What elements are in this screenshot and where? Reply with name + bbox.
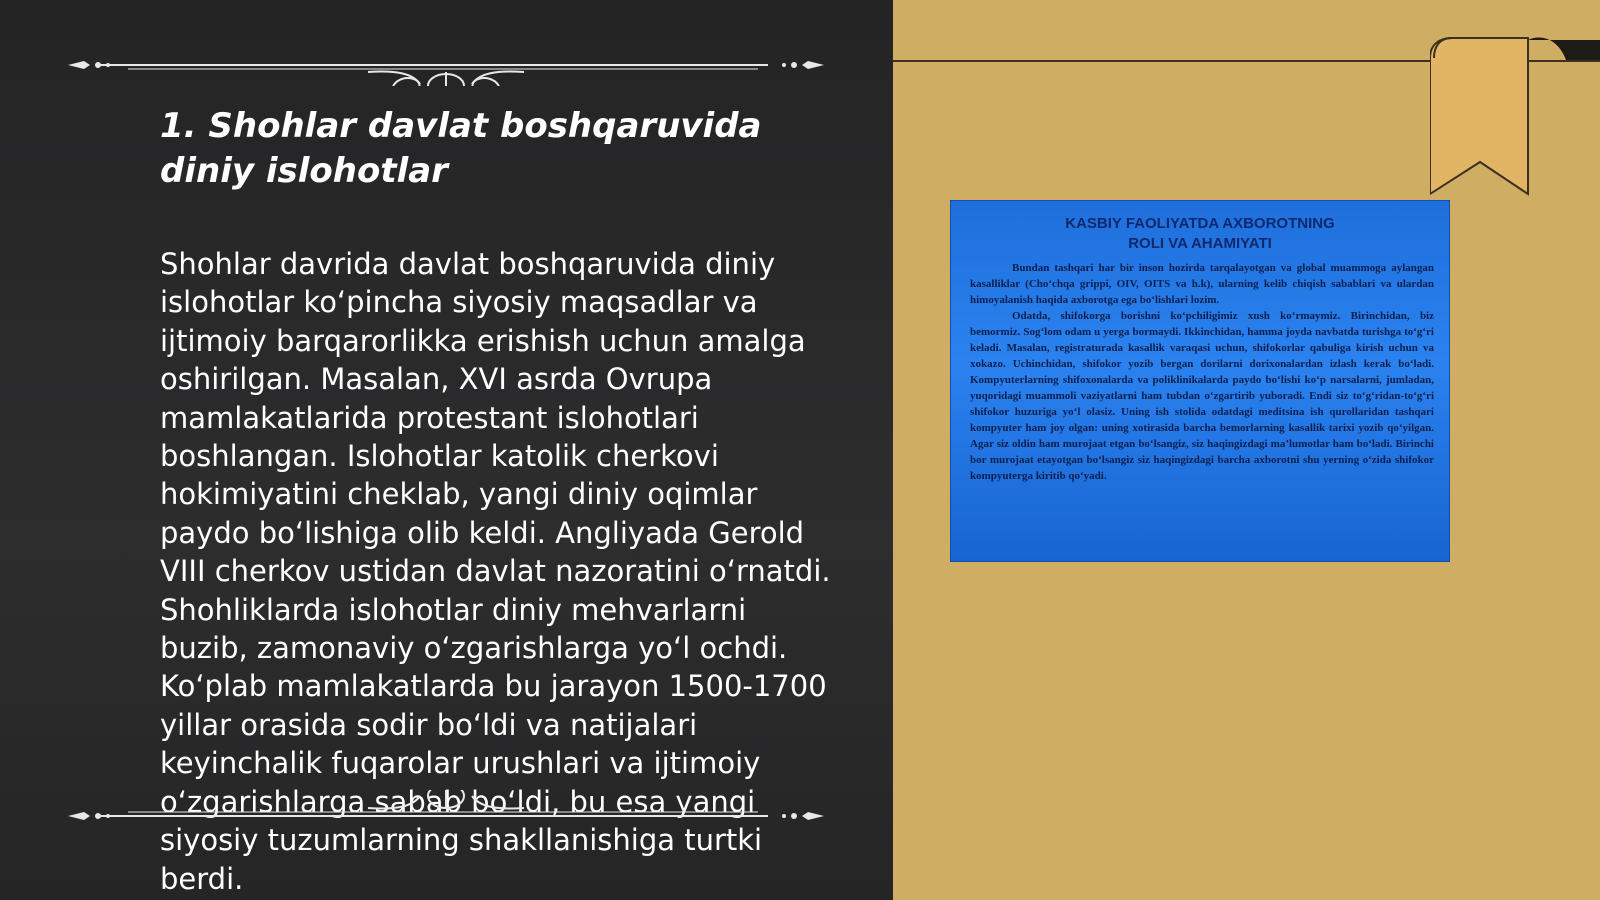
slide-title: 1. Shohlar davlat boshqaruvida diniy islohotlar	[160, 106, 762, 191]
slide-body-text: Shohlar davrida davlat boshqaruvida diniy islohotlar koʻpincha siyosiy maqsadlar va ijtimoiy barqarorlikka erishish uchun amalga oshirilgan. Masalan, XVI asrda Ovrupa mamlakatlarida protestant islohotlari boshlangan. Islohotlar katolik cherkovi hokimiyatini cheklab, yangi diniy oqimlar paydo boʻlishiga olib keldi. Angliyada Gerold VIII cherkov ustidan davlat nazoratini oʻrnatdi. Shohliklarda islohotlar diniy mehvarlarni buzib, zamonaviy oʻzgarishlarga yoʻl ochdi. Koʻplab mamlakatlarda bu jarayon 1500-1700 yillar orasida sodir boʻldi va natijalari keyinchalik fuqarolar urushlari va ijtimoiy oʻzgarishlarga sabab boʻldi, bu esa yangi siyosiy tuzumlarning shakllanishiga turtki berdi.	[160, 247, 831, 896]
document-title-line-1: KASBIY FAOLIYATDA AXBOROTNING	[1065, 215, 1335, 232]
document-title	[970, 214, 1430, 254]
document-title-line-2: ROLI VA AHAMIYATI	[1128, 235, 1272, 252]
document-paragraph: Bundan tashqari har bir inson hozirda tarqalayotgan va global muammoga aylangan kasalliklar (Choʻchqa grippi, OIV, OITS va h.k), ularning kelib chiqish sabablari va ulardan himoyalanish haqida axborotga ega boʻlishlari lozim.	[970, 262, 1434, 306]
bookmark-ribbon-icon	[1430, 36, 1600, 201]
document-paragraph: Odatda, shifokorga borishni koʻpchiligimiz xush koʻrmaymiz. Birinchidan, biz bemormiz. Sogʻlom odam u yerga bormaydi. Ikkinchidan, hamma joyda navbatda turishga toʻgʻri keladi. Masalan, registraturada kasallik varaqasi uchun, shifokorlar qabuliga kirish uchun va xokazo. Uchinchidan, shifokor yozib bergan dorilarni dorixonalardan izlash kerak boʻladi. Kompyuterlarning shifoxonalarda va poliklinikalarda paydo boʻlishi koʻp narsalarni, jumladan, yuqoridagi muammoli vaziyatlarni ham tubdan oʻzgartirib yuboradi. Endi siz toʻgʻridan-toʻgʻri shifokor huzuriga yoʻl olasiz. Uning ish stolida odatdagi meditsina ish qurollaridan tashqari kompyuter ham joy olgan: uning xotirasida barcha bemorlarning kasallik tarixi yozib qoʻyilgan. Agar siz oldin ham murojaat etgan boʻlsangiz, siz haqingizdagi maʼlumotlar ham boʻladi. Birinchi bor murojaat etayotgan boʻlsangiz siz haqingizdagi barcha axborotni shu yerning oʻzida shifokor kompyuterga kiritib qoʻyadi.	[970, 310, 1434, 482]
ornament-divider-bottom-icon	[68, 790, 824, 830]
document-image	[950, 200, 1450, 562]
ornament-divider-top-icon	[68, 46, 824, 86]
